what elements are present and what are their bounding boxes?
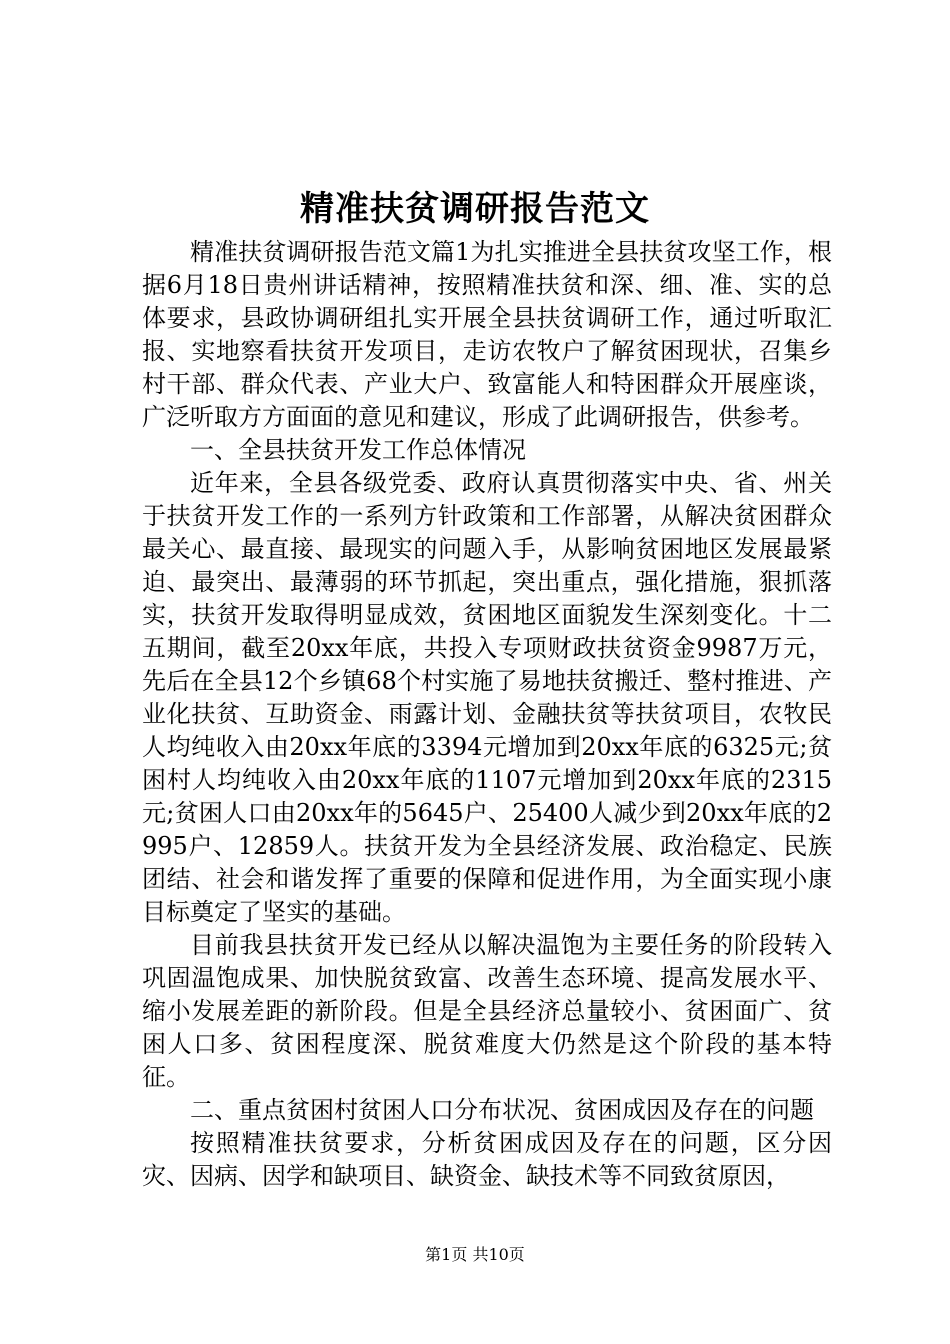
page-footer: 第1页 共10页 — [425, 1245, 525, 1264]
paragraph-intro: 精准扶贫调研报告范文篇1为扎实推进全县扶贫攻坚工作，根据6月18日贵州讲话精神，按照精准扶贫和深、细、准、实的总体要求，县政协调研组扎实开展全县扶贫调研工作，通过听取汇报、实地察看扶贫开发项目，走访农牧户了解贫困现状，召集乡村干部、群众代表、产业大户、致富能人和特困群众开展座谈，广泛听取方方面面的意见和建议，形成了此调研报告，供参考。 — [142, 238, 832, 431]
paragraph-overview: 近年来，全县各级党委、政府认真贯彻落实中央、省、州关于扶贫开发工作的一系列方针政策和工作部署，从解决贫困群众最关心、最直接、最现实的问题入手，从影响贫困地区发展最紧迫、最突出、最薄弱的环节抓起，突出重点，强化措施，狠抓落实，扶贫开发取得明显成效，贫困地区面貌发生深刻变化。十二五期间，截至20xx年底，共投入专项财政扶贫资金9987万元，先后在全县12个乡镇68个村实施了易地扶贫搬迁、整村推进、产业化扶贫、互助资金、雨露计划、金融扶贫等扶贫项目，农牧民人均纯收入由20xx年底的3394元增加到20xx年底的6325元;贫困村人均纯收入由20xx年底的1107元增加到20xx年底的2315元;贫困人口由20xx年的5645户、25400人减少到20xx年底的2995户、12859人。扶贫开发为全县经济发展、政治稳定、民族团结、社会和谐发挥了重要的保障和促进作用，为全面实现小康目标奠定了坚实的基础。 — [142, 469, 832, 926]
section-heading-1: 一、全县扶贫开发工作总体情况 — [190, 436, 526, 464]
document-title: 精准扶贫调研报告范文 — [300, 189, 650, 229]
paragraph-current-stage: 目前我县扶贫开发已经从以解决温饱为主要任务的阶段转入巩固温饱成果、加快脱贫致富、改善生态环境、提高发展水平、缩小发展差距的新阶段。但是全县经济总量较小、贫困面广、贫困人口多、贫困程度深、脱贫难度大仍然是这个阶段的基本特征。 — [142, 931, 832, 1091]
section-heading-2: 二、重点贫困村贫困人口分布状况、贫困成因及存在的问题 — [190, 1096, 814, 1124]
paragraph-analysis: 按照精准扶贫要求，分析贫困成因及存在的问题，区分因灾、因病、因学和缺项目、缺资金、缺技术等不同致贫原因， — [142, 1129, 832, 1190]
document-body — [142, 236, 832, 1193]
